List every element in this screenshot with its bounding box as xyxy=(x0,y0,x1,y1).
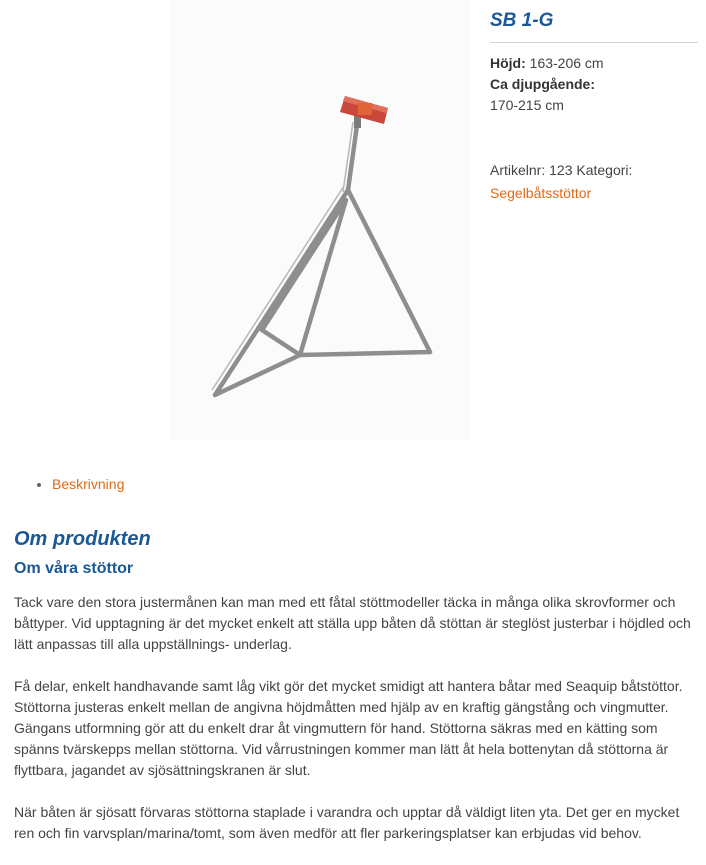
stand-brace-3 xyxy=(262,330,300,355)
stand-leg-back xyxy=(300,200,346,355)
spec-label: Höjd: xyxy=(490,55,526,71)
product-tabs xyxy=(20,474,124,494)
category-link[interactable]: Segelbåtsstöttor xyxy=(490,185,592,201)
description-paragraph: Få delar, enkelt handhavande samt låg vikt gör det mycket smidigt att hantera båtar med Seaquip båtstöttor. Stöttorna justeras enkelt mellan de angivna höjdmåtten med hjälp av en kraftig gängstång och vingmutter. Gängans utformning gör att du enkelt drar åt vingmuttern för hand. Stöttorna säkras med en kätting som spänns tvärskepps mellan stöttorna. Vid vårrustningen kommer man lätt åt hela bottenytan då stöttorna är flyttbara, jagandet av sjösättningskranen är slut. xyxy=(14,678,683,778)
tab-description-label[interactable]: Beskrivning xyxy=(52,476,125,492)
description-subheading: Om våra stöttor xyxy=(14,560,134,577)
stand-leg-right xyxy=(348,190,430,352)
product-title: SB 1-G xyxy=(490,10,554,31)
sku-label: Artikelnr: xyxy=(490,162,546,178)
spec-draft xyxy=(490,74,700,116)
product-image[interactable] xyxy=(170,0,470,440)
description-panel xyxy=(14,524,700,865)
category-label: Kategori: xyxy=(576,162,633,178)
spec-height xyxy=(490,53,700,74)
stand-brace-4 xyxy=(262,200,346,330)
tab-description[interactable] xyxy=(52,474,124,494)
spec-label: Ca djupgående: xyxy=(490,76,596,92)
description-heading: Om produkten xyxy=(14,528,151,550)
stand-column xyxy=(348,118,358,190)
description-paragraph: När båten är sjösatt förvaras stöttorna staplade i varandra och upptar då väldigt liten yta. Det ger en mycket ren och fin varvsplan/marina/tomt, som även medför att fler parkeringsplatser kan erbjudas vid behov. xyxy=(14,804,680,841)
spec-value: 163-206 cm xyxy=(529,55,604,71)
product-meta xyxy=(490,159,700,205)
boat-stand-image xyxy=(170,0,470,440)
title-divider xyxy=(490,42,698,43)
stand-brace-2 xyxy=(300,352,430,355)
sku-value: 123 xyxy=(549,162,573,178)
product-summary xyxy=(490,0,700,205)
spec-value: 170-215 cm xyxy=(490,97,564,113)
description-paragraph: Tack vare den stora justermånen kan man med ett fåtal stöttmodeller täcka in många olika skrovformer och båttyper. Vid upptagning är det mycket enkelt att ställa upp båten då stöttan är steglöst justerbar i höjdled och lätt anpassas till alla uppställnings- underlag. xyxy=(14,594,691,652)
